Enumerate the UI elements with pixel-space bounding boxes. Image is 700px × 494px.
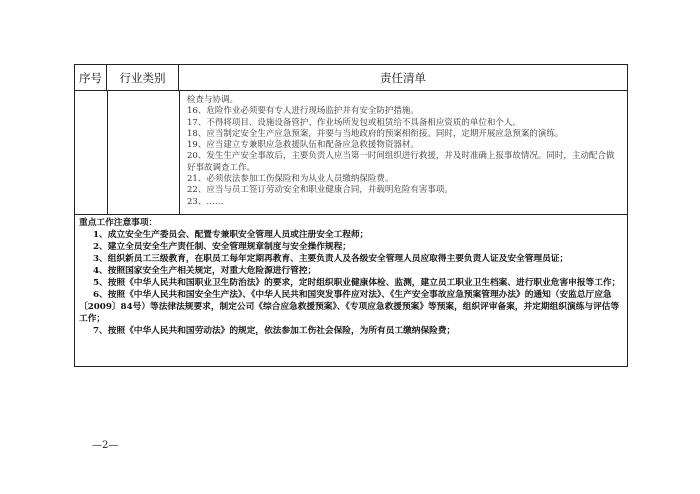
responsibility-table [74, 64, 628, 367]
header-serial: 序号 [75, 65, 107, 90]
list-item: 20、发生生产安全事故后，主要负责人应当第一时间组织进行救援，并及时准确上报事故情况。同时，主动配合做好事故调查工作。 [187, 151, 615, 173]
table-header [75, 65, 627, 91]
key-notes [79, 217, 621, 337]
note-item: 7、按照《中华人民共和国劳动法》的规定，依法参加工伤社会保险，为所有员工缴纳保险费； [93, 326, 456, 336]
note-item: 2、建立全员安全生产责任制、安全管理规章制度与安全操作规程； [93, 242, 351, 252]
note-item: 3、组织新员工三级教育，在职员工每年定期再教育、主要负责人及各级安全管理人员应取得主要负责人证及安全管理员证； [93, 254, 569, 264]
column-divider [179, 91, 180, 214]
list-item: 21、必须依法参加工伤保险和为从业人员缴纳保险费。 [187, 174, 394, 185]
header-responsibility: 责任清单 [380, 70, 426, 85]
list-item: 22、应当与员工签订劳动安全和职业健康合同，并载明危险有害事项。 [187, 185, 453, 196]
notes-title: 重点工作注意事项： [79, 218, 158, 228]
list-item: 16、危险作业必须要有专人进行现场监护并有安全防护措施。 [187, 106, 419, 117]
list-item: 17、不得将项目、设施设备管护、作业场所发包或租赁给不具备相应资质的单位和个人。 [187, 117, 521, 128]
list-item: 19、应当建立专兼职应急救援队伍和配备应急救援物资器材。 [187, 140, 419, 151]
list-item: 23、…… [187, 196, 224, 207]
note-item: 4、按照国家安全生产相关规定，对重大危险源进行管控； [93, 266, 317, 276]
column-divider [107, 91, 108, 214]
responsibility-row [75, 91, 627, 215]
note-item: 6、按照《中华人民共和国安全生产法》、《中华人民共和国突发事件应对法》、《生产安全事故应急预案管理办法》的通知（安监总厅应急〔2009〕84号）等法律法规要求，制定公司《综合应急救援预案》、《专项应急救援预案》等预案，组织评审备案，并定期组织演练与评估等工作； [79, 290, 620, 324]
responsibility-list [187, 95, 621, 208]
page-number: —2— [92, 440, 119, 451]
list-item: 检查与协调。 [187, 95, 239, 105]
list-item: 18、应当制定安全生产应急预案，并要与当地政府的预案相衔接。同时，定期开展应急预案的演练。 [187, 128, 564, 139]
note-item: 1、成立安全生产委员会、配置专兼职安全管理人员或注册安全工程师； [93, 230, 369, 240]
header-industry: 行业类别 [107, 65, 179, 90]
note-item: 5、按照《中华人民共和国职业卫生防治法》的要求，定时组织职业健康体检、监测，建立员工职业卫生档案、进行职业危害申报等工作； [93, 278, 621, 288]
